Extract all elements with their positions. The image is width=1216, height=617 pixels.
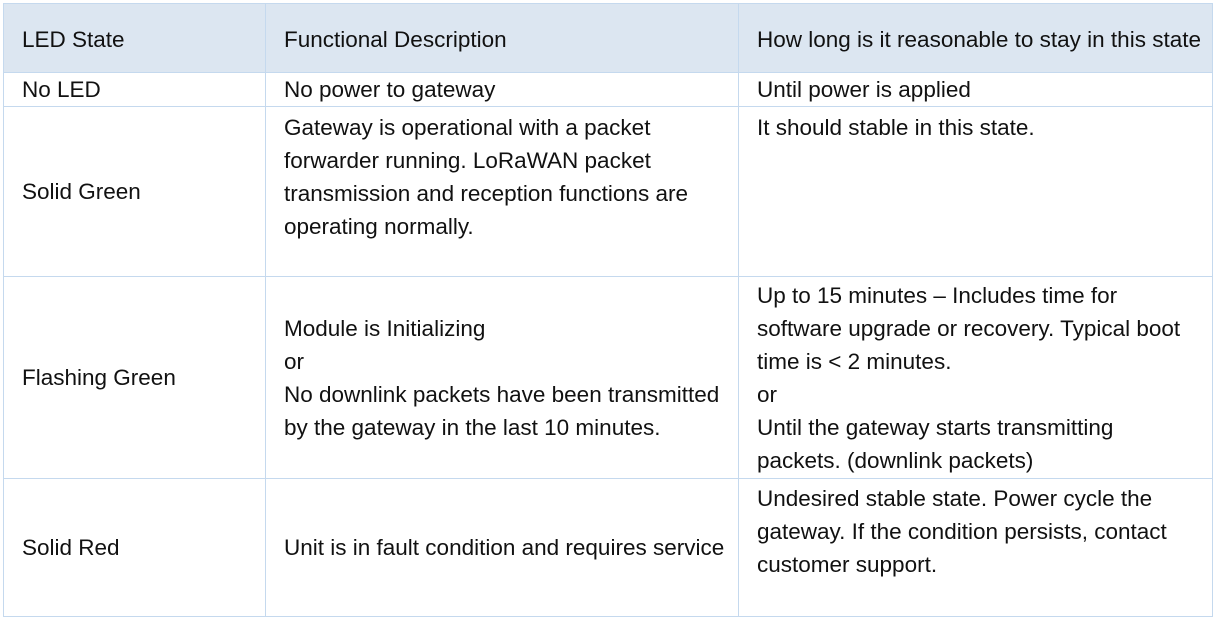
table-header-row	[4, 4, 1213, 73]
cell-duration: Undesired stable state. Power cycle the gateway. If the condition persists, contact customer support.	[739, 479, 1213, 617]
cell-description: No power to gateway	[266, 73, 739, 107]
table-row	[4, 73, 1213, 107]
duration-line: or	[757, 381, 778, 407]
header-led-state: LED State	[4, 4, 266, 73]
cell-duration: It should stable in this state.	[739, 107, 1213, 277]
table-row	[4, 277, 1213, 479]
cell-description	[266, 277, 739, 479]
table-row	[4, 479, 1213, 617]
table-row	[4, 107, 1213, 277]
cell-led-state: Solid Green	[4, 107, 266, 277]
description-line: Module is Initializing	[284, 315, 486, 341]
duration-line: Until the gateway starts transmitting packets. (downlink packets)	[757, 414, 1114, 473]
header-duration: How long is it reasonable to stay in this state	[739, 4, 1213, 73]
header-functional-description: Functional Description	[266, 4, 739, 73]
duration-line: Up to 15 minutes – Includes time for software upgrade or recovery. Typical boot time is < 2 minutes.	[757, 282, 1181, 374]
led-state-table	[3, 3, 1213, 617]
cell-duration: Until power is applied	[739, 73, 1213, 107]
cell-duration	[739, 277, 1213, 479]
description-line: or	[284, 348, 305, 374]
cell-description: Unit is in fault condition and requires service	[266, 479, 739, 617]
cell-led-state: Flashing Green	[4, 277, 266, 479]
cell-led-state: No LED	[4, 73, 266, 107]
cell-led-state: Solid Red	[4, 479, 266, 617]
description-line: No downlink packets have been transmitted by the gateway in the last 10 minutes.	[284, 381, 720, 440]
cell-description: Gateway is operational with a packet forwarder running. LoRaWAN packet transmission and reception functions are operating normally.	[266, 107, 739, 277]
